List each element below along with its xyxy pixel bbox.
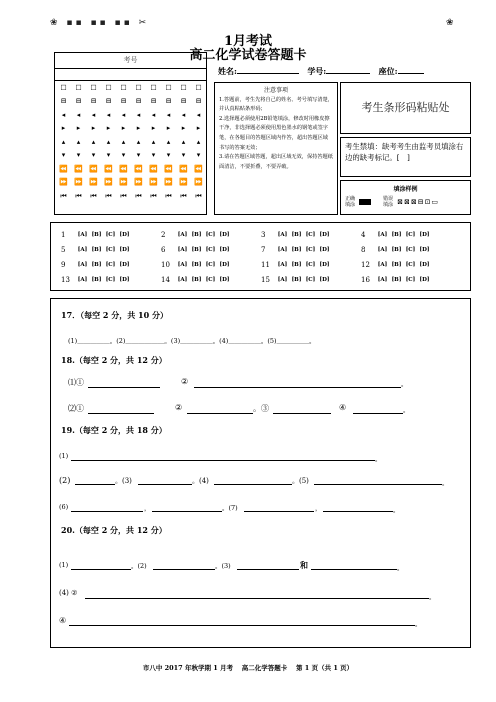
exam-number-bubble[interactable]: ⏪ <box>89 164 98 173</box>
q20-heading: 20.（每空 2 分，共 12 分） <box>61 525 167 535</box>
q18-2-2-blank[interactable] <box>187 413 253 414</box>
q18-2-4-blank[interactable] <box>353 413 403 414</box>
choice-option-a[interactable]: [A] <box>377 247 388 253</box>
q19-7b-blank[interactable] <box>323 511 393 512</box>
notice-box <box>214 82 338 215</box>
exam-number-bubble[interactable]: ⊟ <box>75 97 82 106</box>
exam-number-bubble[interactable]: ⏮ <box>135 191 142 200</box>
choice-question <box>61 276 130 284</box>
corner-mark-right: ❀ <box>446 18 457 28</box>
correct-fill-label: 正确填涂 <box>345 196 356 208</box>
exam-number-bubble[interactable]: ☐ <box>105 83 112 92</box>
exam-number-bubble[interactable]: ▸ <box>136 124 141 133</box>
choice-option-c[interactable]: [C] <box>305 277 316 283</box>
q19-4-blank[interactable] <box>214 484 292 485</box>
exam-number-bubble[interactable]: ▴ <box>106 137 111 146</box>
choice-question <box>361 261 430 269</box>
exam-number-bubble[interactable]: ☐ <box>90 83 97 92</box>
choice-option-d[interactable]: [D] <box>419 232 430 238</box>
choice-option-d[interactable]: [D] <box>419 277 430 283</box>
choice-option-d[interactable]: [D] <box>219 232 230 238</box>
choice-number: 1 <box>61 231 66 239</box>
choice-option-c[interactable]: [C] <box>305 262 316 268</box>
period: 。 <box>401 380 408 388</box>
choice-option-a[interactable]: [A] <box>277 247 288 253</box>
choice-option-d[interactable]: [D] <box>119 247 130 253</box>
exam-number-bubble[interactable]: ⊟ <box>195 97 202 106</box>
choice-number: 16 <box>361 276 370 284</box>
exam-number-bubble[interactable]: ▾ <box>166 151 171 160</box>
q20-4-blank[interactable] <box>85 598 429 599</box>
q18-2-3-label: 。③ <box>253 404 269 413</box>
choice-number: 11 <box>261 261 270 269</box>
exam-number-row <box>57 122 205 136</box>
absent-mark-note[interactable]: 考生禁填：缺考考生由监考员填涂右边的缺考标记。[ ] <box>340 137 471 177</box>
exam-number-title: 考号 <box>55 53 206 69</box>
choice-option-c[interactable]: [C] <box>205 247 216 253</box>
q19-3-blank[interactable] <box>138 484 192 485</box>
choice-number: 14 <box>161 276 170 284</box>
wrong-fill-icons: ⊠⊠⊠⊟⊡▭ <box>397 198 439 206</box>
exam-number-bubble[interactable]: ⊟ <box>150 97 157 106</box>
exam-number-bubble[interactable]: ⏪ <box>134 164 143 173</box>
choice-option-d[interactable]: [D] <box>119 232 130 238</box>
q18-1-2-label: ② <box>181 377 189 386</box>
exam-number-bubble[interactable]: ⏪ <box>104 164 113 173</box>
exam-number-bubble[interactable]: ▴ <box>181 137 186 146</box>
exam-number-bubble[interactable]: ⊟ <box>120 97 127 106</box>
q20-1-label: (1) <box>59 561 69 569</box>
exam-number-bubble[interactable]: ☐ <box>75 83 82 92</box>
choice-option-c[interactable]: [C] <box>405 262 416 268</box>
exam-number-bubble[interactable]: ◂ <box>76 110 81 119</box>
exam-number-row <box>57 81 205 95</box>
q19-1-blank[interactable] <box>71 460 375 461</box>
q20-4-label: (4) ② <box>59 589 78 597</box>
choice-option-a[interactable]: [A] <box>177 277 188 283</box>
choice-number: 12 <box>361 261 370 269</box>
q19-5-label: 。(5) <box>292 477 309 485</box>
student-info-line <box>218 64 424 77</box>
exam-number-row <box>57 162 205 176</box>
notice-item: 1.答题前，考生先将自己的姓名、考号填写清楚，并认真粘贴条形码； <box>219 96 333 113</box>
exam-number-bubble[interactable]: ⏩ <box>59 178 68 187</box>
exam-number-bubble[interactable]: ⏮ <box>195 191 202 200</box>
choice-option-c[interactable]: [C] <box>405 232 416 238</box>
exam-number-bubble[interactable]: ⊟ <box>60 97 67 106</box>
exam-number-bubble[interactable]: ▾ <box>61 151 66 160</box>
exam-number-bubble[interactable]: ⊟ <box>105 97 112 106</box>
choice-number: 6 <box>161 246 166 254</box>
exam-number-grid <box>54 52 207 215</box>
choice-option-c[interactable]: [C] <box>305 232 316 238</box>
choice-number: 3 <box>261 231 266 239</box>
choice-option-a[interactable]: [A] <box>277 262 288 268</box>
multiple-choice-area <box>50 222 471 291</box>
exam-number-bubble[interactable]: ⏮ <box>150 191 157 200</box>
exam-number-bubble[interactable]: ▾ <box>136 151 141 160</box>
period: 。 <box>393 506 400 514</box>
exam-number-bubble[interactable]: ⏪ <box>164 164 173 173</box>
exam-number-bubble[interactable]: ▸ <box>106 124 111 133</box>
choice-option-a[interactable]: [A] <box>77 262 88 268</box>
exam-number-bubble[interactable]: ▾ <box>106 151 111 160</box>
q20-5-label: ④ <box>59 616 67 625</box>
choice-option-c[interactable]: [C] <box>405 277 416 283</box>
choice-option-b[interactable]: [B] <box>391 277 402 283</box>
exam-number-bubble[interactable]: ◂ <box>166 110 171 119</box>
q18-2-1-blank[interactable] <box>88 413 154 414</box>
q19-4-label: 。(4) <box>192 477 209 485</box>
exam-number-bubble[interactable]: ⏩ <box>194 178 203 187</box>
exam-number-bubble[interactable]: ◂ <box>136 110 141 119</box>
q18-1-1-blank[interactable] <box>88 387 160 388</box>
exam-number-bubble[interactable]: ◂ <box>91 110 96 119</box>
choice-option-b[interactable]: [B] <box>91 262 102 268</box>
notice-title: 注意事项 <box>263 87 288 94</box>
choice-option-d[interactable]: [D] <box>119 262 130 268</box>
exam-number-row <box>57 149 205 163</box>
choice-option-d[interactable]: [D] <box>119 277 130 283</box>
exam-number-bubble[interactable]: ☐ <box>120 83 127 92</box>
choice-number: 2 <box>161 231 166 239</box>
exam-title: 1月考试 <box>223 34 273 49</box>
exam-number-bubble[interactable]: ▾ <box>151 151 156 160</box>
q19-1-label: (1) <box>59 452 69 460</box>
choice-option-b[interactable]: [B] <box>391 262 402 268</box>
choice-option-a[interactable]: [A] <box>277 277 288 283</box>
choice-question <box>361 231 430 239</box>
exam-number-bubble[interactable]: ⊟ <box>180 97 187 106</box>
choice-option-a[interactable]: [A] <box>177 247 188 253</box>
choice-question <box>61 261 130 269</box>
exam-number-bubble[interactable]: ▾ <box>91 151 96 160</box>
exam-number-bubble[interactable]: ◂ <box>121 110 126 119</box>
choice-question <box>261 261 330 269</box>
exam-number-bubble[interactable]: ☐ <box>180 83 187 92</box>
exam-number-bubble[interactable]: ▸ <box>121 124 126 133</box>
notice-item: 2.选择题必须使用2B铅笔填涂，修改时用橡皮擦干净，非选择题必须使用黑色墨水的钢笔或签字笔，在各题目的答题区域内作答，超出答题区域书写的答案无效； <box>219 115 330 151</box>
choice-option-c[interactable]: [C] <box>105 277 116 283</box>
q20-5-blank[interactable] <box>69 625 415 626</box>
choice-option-b[interactable]: [B] <box>291 232 302 238</box>
comma: ， <box>144 504 151 512</box>
exam-number-bubble[interactable]: ◂ <box>106 110 111 119</box>
period: 。 <box>375 455 382 463</box>
exam-number-bubble[interactable]: ⏮ <box>105 191 112 200</box>
choice-option-b[interactable]: [B] <box>291 247 302 253</box>
exam-number-bubble[interactable]: ▴ <box>121 137 126 146</box>
exam-number-bubble[interactable]: ▸ <box>61 124 66 133</box>
q19-3-label: 。(3) <box>115 477 132 485</box>
period: 。 <box>403 406 410 414</box>
choice-option-b[interactable]: [B] <box>391 232 402 238</box>
choice-option-b[interactable]: [B] <box>291 262 302 268</box>
exam-number-bubble[interactable]: ⏮ <box>75 191 82 200</box>
choice-question <box>161 231 230 239</box>
choice-option-a[interactable]: [A] <box>277 232 288 238</box>
exam-number-bubble[interactable]: ◂ <box>181 110 186 119</box>
student-id-field[interactable] <box>326 64 370 74</box>
choice-number: 8 <box>361 246 366 254</box>
exam-number-bubble[interactable]: ▾ <box>181 151 186 160</box>
choice-option-c[interactable]: [C] <box>405 247 416 253</box>
exam-number-bubble[interactable]: ▸ <box>181 124 186 133</box>
open-answer-area <box>50 298 471 648</box>
exam-number-row <box>57 108 205 122</box>
choice-number: 9 <box>61 261 66 269</box>
exam-number-bubble[interactable]: ☐ <box>60 83 67 92</box>
choice-option-a[interactable]: [A] <box>77 232 88 238</box>
name-label: 姓名: <box>218 66 237 76</box>
choice-option-c[interactable]: [C] <box>205 232 216 238</box>
exam-number-bubble[interactable]: ▴ <box>76 137 81 146</box>
comma: ， <box>315 504 322 512</box>
q18-1-2-blank[interactable] <box>194 387 401 388</box>
choice-option-d[interactable]: [D] <box>419 247 430 253</box>
exam-number-bubble[interactable]: ⊟ <box>135 97 142 106</box>
choice-option-d[interactable]: [D] <box>319 232 330 238</box>
choice-question <box>161 276 230 284</box>
choice-number: 13 <box>61 276 70 284</box>
exam-number-bubble[interactable]: ⏮ <box>120 191 127 200</box>
exam-number-bubble[interactable]: ⏮ <box>165 191 172 200</box>
exam-number-bubble[interactable]: ⊟ <box>90 97 97 106</box>
exam-number-bubble[interactable]: ▴ <box>136 137 141 146</box>
fill-sample-title: 填涂样例 <box>393 186 418 193</box>
choice-question <box>61 231 130 239</box>
choice-number: 7 <box>261 246 266 254</box>
corner-marks-left: ❀ ▪▪ ▪▪ ▪▪ ✂ <box>50 18 150 28</box>
choice-option-d[interactable]: [D] <box>419 262 430 268</box>
choice-option-d[interactable]: [D] <box>319 262 330 268</box>
period: 。 <box>442 479 449 487</box>
q20-2-blank[interactable] <box>153 569 215 570</box>
exam-number-bubble[interactable]: ▸ <box>76 124 81 133</box>
q18-2-4-label: ④ <box>339 403 347 412</box>
choice-option-c[interactable]: [C] <box>305 247 316 253</box>
name-field[interactable] <box>237 64 299 74</box>
exam-number-bubble[interactable]: ⏪ <box>149 164 158 173</box>
exam-number-row <box>57 95 205 109</box>
exam-number-bubble[interactable]: ◂ <box>196 110 201 119</box>
exam-number-row <box>57 135 205 149</box>
exam-number-bubble[interactable]: ☐ <box>150 83 157 92</box>
exam-number-bubble[interactable]: ▴ <box>196 137 201 146</box>
choice-option-b[interactable]: [B] <box>191 247 202 253</box>
q19-5-blank[interactable] <box>314 484 442 485</box>
exam-number-bubble[interactable]: ▾ <box>121 151 126 160</box>
choice-option-c[interactable]: [C] <box>105 262 116 268</box>
barcode-area: 考生条形码粘贴处 <box>340 82 471 134</box>
choice-option-d[interactable]: [D] <box>219 247 230 253</box>
q18-1-1-label: ⑴① <box>68 378 84 387</box>
choice-option-c[interactable]: [C] <box>205 262 216 268</box>
answer-sheet-title: 高二化学试卷答题卡 <box>189 48 307 63</box>
choice-option-a[interactable]: [A] <box>77 247 88 253</box>
exam-number-bubble[interactable]: ⏪ <box>119 164 128 173</box>
seat-field[interactable] <box>398 64 424 74</box>
correct-fill-icon <box>359 199 371 205</box>
exam-number-bubble[interactable]: ⏮ <box>60 191 67 200</box>
choice-option-a[interactable]: [A] <box>377 232 388 238</box>
choice-question <box>261 231 330 239</box>
fill-sample-box <box>340 180 471 215</box>
exam-number-bubble[interactable]: ▴ <box>91 137 96 146</box>
q18-2-2-label: ② <box>175 403 183 412</box>
choice-option-a[interactable]: [A] <box>177 262 188 268</box>
choice-question <box>261 276 330 284</box>
exam-number-bubble[interactable]: ⏪ <box>59 164 68 173</box>
choice-option-a[interactable]: [A] <box>377 277 388 283</box>
exam-number-bubble[interactable]: ▾ <box>196 151 201 160</box>
choice-number: 15 <box>261 276 270 284</box>
choice-option-a[interactable]: [A] <box>177 232 188 238</box>
choice-number: 10 <box>161 261 170 269</box>
exam-number-bubble[interactable]: ⊟ <box>165 97 172 106</box>
choice-option-b[interactable]: [B] <box>91 247 102 253</box>
exam-number-bubble[interactable]: ⏩ <box>89 178 98 187</box>
choice-question <box>361 276 430 284</box>
q18-2-3-blank[interactable] <box>273 413 331 414</box>
choice-question <box>261 246 330 254</box>
exam-number-bubbles <box>57 81 205 203</box>
exam-number-bubble[interactable]: ⏩ <box>74 178 83 187</box>
exam-number-write-row[interactable] <box>55 68 206 81</box>
exam-number-bubble[interactable]: ⏩ <box>179 178 188 187</box>
q17-answer-line[interactable]: (1)＿＿＿＿＿。(2)＿＿＿＿＿＿。(3)＿＿＿＿＿。(4)＿＿＿＿＿。(5)＿＿＿＿＿。 <box>68 337 316 345</box>
student-id-label: 学号: <box>307 66 327 76</box>
q19-7-label: 。(7) <box>222 504 238 512</box>
exam-number-bubble[interactable]: ☐ <box>135 83 142 92</box>
choice-option-c[interactable]: [C] <box>105 232 116 238</box>
choice-question <box>361 246 430 254</box>
and-label: 和 <box>300 560 308 570</box>
q19-6b-blank[interactable] <box>152 511 222 512</box>
exam-number-bubble[interactable]: ▴ <box>151 137 156 146</box>
q19-7a-blank[interactable] <box>244 511 314 512</box>
choice-option-b[interactable]: [B] <box>191 232 202 238</box>
choice-number: 5 <box>61 246 66 254</box>
exam-number-bubble[interactable]: ⏪ <box>74 164 83 173</box>
exam-number-bubble[interactable]: ⏩ <box>149 178 158 187</box>
q19-2-label: (2) <box>59 476 71 485</box>
choice-question <box>61 246 130 254</box>
choice-option-d[interactable]: [D] <box>319 277 330 283</box>
exam-number-bubble[interactable]: ▾ <box>76 151 81 160</box>
q20-3a-blank[interactable] <box>237 569 299 570</box>
choice-option-c[interactable]: [C] <box>105 247 116 253</box>
exam-number-bubble[interactable]: ▴ <box>166 137 171 146</box>
exam-number-bubble[interactable]: ⏮ <box>180 191 187 200</box>
choice-option-b[interactable]: [B] <box>91 232 102 238</box>
choice-option-d[interactable]: [D] <box>319 247 330 253</box>
exam-number-bubble[interactable]: ▸ <box>151 124 156 133</box>
exam-number-bubble[interactable]: ⏩ <box>164 178 173 187</box>
exam-number-bubble[interactable]: ▸ <box>91 124 96 133</box>
wrong-fill-label: 错误填涂 <box>383 196 394 208</box>
period: 。 <box>429 593 436 601</box>
period: 。 <box>415 620 422 628</box>
exam-number-bubble[interactable]: ◂ <box>151 110 156 119</box>
choice-option-b[interactable]: [B] <box>391 247 402 253</box>
seat-label: 座位: <box>378 66 398 76</box>
choice-option-d[interactable]: [D] <box>219 262 230 268</box>
exam-number-bubble[interactable]: ⏮ <box>90 191 97 200</box>
page-footer: 市八中 2017 年秋学期 1 月考 高二化学答题卡 第 1 页（共 1 页） <box>142 664 354 672</box>
exam-number-bubble[interactable]: ▴ <box>61 137 66 146</box>
choice-option-a[interactable]: [A] <box>77 277 88 283</box>
choice-option-b[interactable]: [B] <box>91 277 102 283</box>
q19-2-blank[interactable] <box>75 484 115 485</box>
q19-heading: 19.（每空 2 分，共 18 分） <box>61 425 167 435</box>
q20-1-blank[interactable] <box>71 569 131 570</box>
exam-number-bubble[interactable]: ⏩ <box>119 178 128 187</box>
q18-heading: 18.（每空 2 分，共 12 分） <box>61 355 167 365</box>
exam-number-bubble[interactable]: ⏩ <box>134 178 143 187</box>
q20-3-label: 。(3) <box>215 562 231 570</box>
q20-2-label: 。(2) <box>131 562 147 570</box>
exam-number-bubble[interactable]: ⏪ <box>179 164 188 173</box>
period: 。 <box>397 564 404 572</box>
q18-2-1-label: ⑵① <box>68 404 84 413</box>
choice-option-b[interactable]: [B] <box>191 262 202 268</box>
exam-number-bubble[interactable]: ◂ <box>61 110 66 119</box>
exam-number-bubble[interactable]: ▸ <box>196 124 201 133</box>
q19-6-label: (6) <box>59 503 69 511</box>
q20-3b-blank[interactable] <box>311 569 397 570</box>
notice-item: 3.请在答题区域答题，超出区域无效，保持答题纸面清洁，不要折叠，不要弄破。 <box>219 154 333 170</box>
choice-question <box>161 261 230 269</box>
choice-number: 4 <box>361 231 366 239</box>
exam-number-row <box>57 176 205 190</box>
q17-heading: 17．（每空 2 分，共 10 分） <box>61 310 168 320</box>
choice-option-b[interactable]: [B] <box>191 277 202 283</box>
exam-number-bubble[interactable]: ⏩ <box>104 178 113 187</box>
exam-number-bubble[interactable]: ☐ <box>195 83 202 92</box>
exam-number-row <box>57 189 205 203</box>
choice-question <box>161 246 230 254</box>
q19-6a-blank[interactable] <box>71 511 143 512</box>
choice-option-a[interactable]: [A] <box>377 262 388 268</box>
choice-option-d[interactable]: [D] <box>219 277 230 283</box>
choice-option-b[interactable]: [B] <box>291 277 302 283</box>
exam-number-bubble[interactable]: ▸ <box>166 124 171 133</box>
choice-option-c[interactable]: [C] <box>205 277 216 283</box>
exam-number-bubble[interactable]: ☐ <box>165 83 172 92</box>
exam-number-bubble[interactable]: ⏪ <box>194 164 203 173</box>
